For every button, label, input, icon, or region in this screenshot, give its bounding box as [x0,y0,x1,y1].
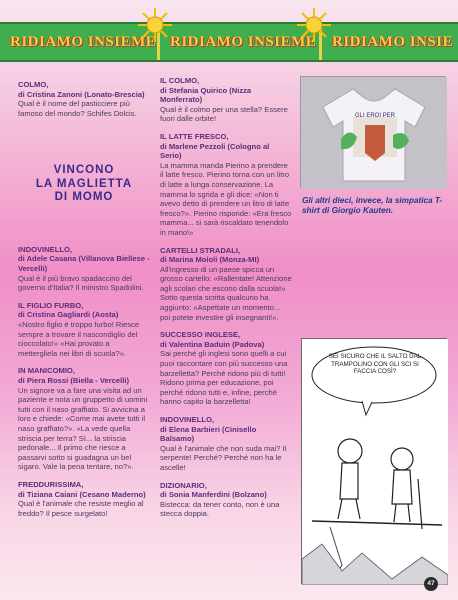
joke-author: di Marlene Pezzoli (Cologno al Serio) [160,141,270,161]
joke-item [160,415,292,473]
sun-icon [138,8,172,42]
joke-author: di Stefania Quirico (Nizza Monferrato) [160,85,252,105]
shirt-print-text: GLI EROI PER [354,113,396,119]
vincono-line: LA MAGLIETTA [35,177,133,190]
vincono-line: VINCONO [53,164,115,177]
joke-item [18,301,150,359]
photo-caption: Gli altri dieci, invece, la simpatica T-shirt di Giorgio Kauten. [302,196,443,216]
banner-title: RIDIAMO INSIEME [170,33,317,50]
joke-item [18,245,150,293]
joke-text: Qual è l'animale che resiste meglio al freddo? Il pesce surgelato! [18,499,144,518]
joke-item [160,330,292,407]
joke-text: Qual è l'animale che non suda mai? Il serpente! Perché? Perché non ha le ascelle! [160,443,287,472]
joke-text: Qual è il nome del pasticciere più famoso del mondo? Schifes Dolcis. [18,99,137,118]
joke-title: INDOVINELLO, [18,244,73,254]
joke-text: Qual è il colmo per una stella? Essere fuori dalle orbite! [160,104,288,124]
joke-author: di Sonia Manferdini (Bolzano) [160,490,267,500]
header-banner [0,22,458,62]
joke-title: INDOVINELLO, [160,415,215,424]
banner-title: RIDIAMO INSIE [332,33,454,50]
joke-item [160,481,292,519]
sun-icon [297,8,331,42]
joke-author: di Valentina Baduin (Padova) [160,339,265,349]
joke-text: All'ingresso di un paese spicca un grosso cartello: «Rallentate! Attenzione agli scolari che escono dalla scuola!» Sotto questa scritta qualcuno ha aggiunto: «Aspettate un momento... poi potete investire gli insegnanti!». [160,264,292,322]
tshirt-photo [300,76,446,188]
joke-author: di Cristina Gagliardi (Aosta) [18,310,119,320]
joke-author: di Marina Moioli (Monza-MI) [160,255,260,265]
joke-text: Sai perché gli inglesi sono quelli a cui puoi raccontare con più successo una barzelletta? Perché ridono più di tutti! Ridono prima per educazione, poi perché ridono tutti e, infine, perché hanno capito la barzelletta! [160,349,288,407]
joke-item [160,132,292,238]
banner-cell [0,24,160,60]
joke-item [18,80,150,118]
middle-column [160,76,292,527]
left-column [18,80,150,526]
joke-title: IL LATTE FRESCO, [160,131,229,141]
joke-text: La mamma manda Pierino a prendere il latte fresco. Pierino torna con un litro di latte a lunga conservazione. La mamma lo sgrida e gli dice: «Non ti avevo detto di prendere un litro di latte fresco?». Pierino risponde: «Era fresco mamma... si sarà riscaldato tenendolo in mano!» [160,160,292,237]
speech-bubble-text: SEI SICURO CHE IL SALTO DAL TRAMPOLINO CON GLI SCI SI FACCIA COSÌ? [328,353,422,376]
joke-author: di Cristina Zanoni (Lonato-Brescia) [18,89,145,99]
joke-item [18,480,150,518]
joke-author: di Elena Barbieri (Cinisello Balsamo) [160,424,257,444]
joke-text: Qual è il più bravo spadaccino del governo d'Italia? Il ministro Spadolini. [18,273,144,293]
banner-cell [322,24,458,60]
tshirt-illustration [301,77,447,189]
joke-author: di Tiziana Caiani (Cesano Maderno) [18,489,146,499]
joke-author: di Piera Rossi (Biella - Vercelli) [18,376,129,385]
joke-text: Un signore va a fare una visita ad un paziente e nota un gruppetto di uomini tutti con il naso graffiato. Si avvicina a loro e chiede: «Come mai avete tutti il naso graffiato?». «La vede quella striscia per terra? Sì... la striscia pedonale... Il primo che riesce a passarvi sotto si guadagna un bel sigaro. Vale la pena tentare, no?». [18,385,148,472]
joke-title: CARTELLI STRADALI, [160,245,241,255]
vincono-heading [18,164,150,205]
joke-title: IL COLMO, [160,76,200,85]
joke-text: «Nostro figlio è troppo furbo! Riesce sempre a trovare il nascondiglio del cioccolato!» «Hai provato a mettergliela nei libri di scuola?». [18,320,140,358]
joke-author: di Adele Casana (Villanova Biellese - Vercelli) [18,254,150,274]
cartoon-panel [301,338,447,584]
vincono-line: DI MOMO [54,191,114,204]
joke-title: COLMO, [18,80,49,89]
joke-item [18,366,150,472]
joke-item [160,76,292,124]
joke-title: IN MANICOMIO, [18,366,75,376]
banner-title: RIDIAMO INSIEME [10,33,157,50]
ski-jump-cartoon [302,339,448,585]
page-number: 47 [424,577,438,591]
joke-title: FREDDURISSIMA, [18,479,84,489]
joke-item [160,246,292,323]
joke-text: Bistecca: da tener conto, non è una stecca doppia. [160,499,280,519]
joke-title: DIZIONARIO, [160,480,207,490]
joke-title: SUCCESSO INGLESE, [160,330,241,340]
joke-title: IL FIGLIO FURBO, [18,300,84,310]
